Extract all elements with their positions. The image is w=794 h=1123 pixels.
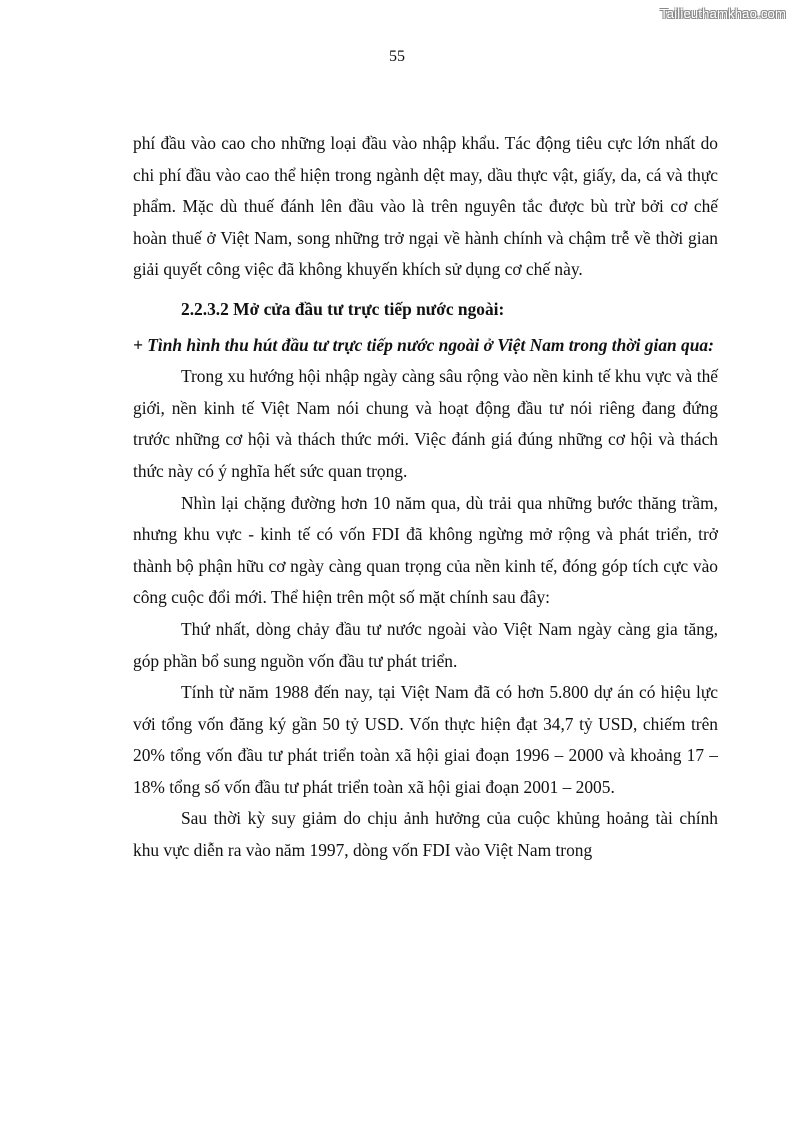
sub-heading: + Tình hình thu hút đầu tư trực tiếp nước ngoài ở Việt Nam trong thời gian qua: xyxy=(133,334,714,355)
paragraph-1: Trong xu hướng hội nhập ngày càng sâu rộng vào nền kinh tế khu vực và thế giới, nền kinh tế Việt Nam nói chung và hoạt động đầu tư nói riêng đang đứng trước những cơ hội và thách thức mới. Việc đánh giá đúng những cơ hội và thách thức này có ý nghĩa hết sức quan trọng. xyxy=(133,366,718,481)
paragraph-continued: phí đầu vào cao cho những loại đầu vào nhập khẩu. Tác động tiêu cực lớn nhất do chi phí đầu vào cao thể hiện trong ngành dệt may, dầu thực vật, giấy, da, cá và thực phẩm. Mặc dù thuế đánh lên đầu vào là trên nguyên tắc được bù trừ bởi cơ chế hoàn thuế ở Việt Nam, song những trở ngại về hành chính và chậm trễ về thời gian giải quyết công việc đã không khuyến khích sử dụng cơ chế này. xyxy=(133,133,718,280)
paragraph-4: Tính từ năm 1988 đến nay, tại Việt Nam đã có hơn 5.800 dự án có hiệu lực với tổng vốn đăng ký gần 50 tỷ USD. Vốn thực hiện đạt 34,7 tỷ USD, chiếm trên 20% tổng vốn đầu tư phát triển toàn xã hội giai đoạn 1996 – 2000 và khoảng 17 – 18% tổng số vốn đầu tư phát triển toàn xã hội giai đoạn 2001 – 2005. xyxy=(133,682,718,797)
paragraph-5: Sau thời kỳ suy giảm do chịu ảnh hưởng của cuộc khủng hoảng tài chính khu vực diễn ra vào năm 1997, dòng vốn FDI vào Việt Nam trong xyxy=(133,808,718,861)
document-body xyxy=(133,128,718,867)
paragraph-2: Nhìn lại chặng đường hơn 10 năm qua, dù trải qua những bước thăng trầm, nhưng khu vực - kinh tế có vốn FDI đã không ngừng mở rộng và phát triển, trở thành bộ phận hữu cơ ngày càng quan trọng của nền kinh tế, đóng góp tích cực vào công cuộc đổi mới. Thể hiện trên một số mặt chính sau đây: xyxy=(133,492,718,608)
watermark: Tailieuthamkhao.com xyxy=(660,6,786,21)
section-heading: 2.2.3.2 Mở cửa đầu tư trực tiếp nước ngoài: xyxy=(181,298,505,319)
paragraph-3: Thứ nhất, dòng chảy đầu tư nước ngoài vào Việt Nam ngày càng gia tăng, góp phần bổ sung nguồn vốn đầu tư phát triển. xyxy=(133,618,718,671)
page-number: 55 xyxy=(389,48,405,65)
